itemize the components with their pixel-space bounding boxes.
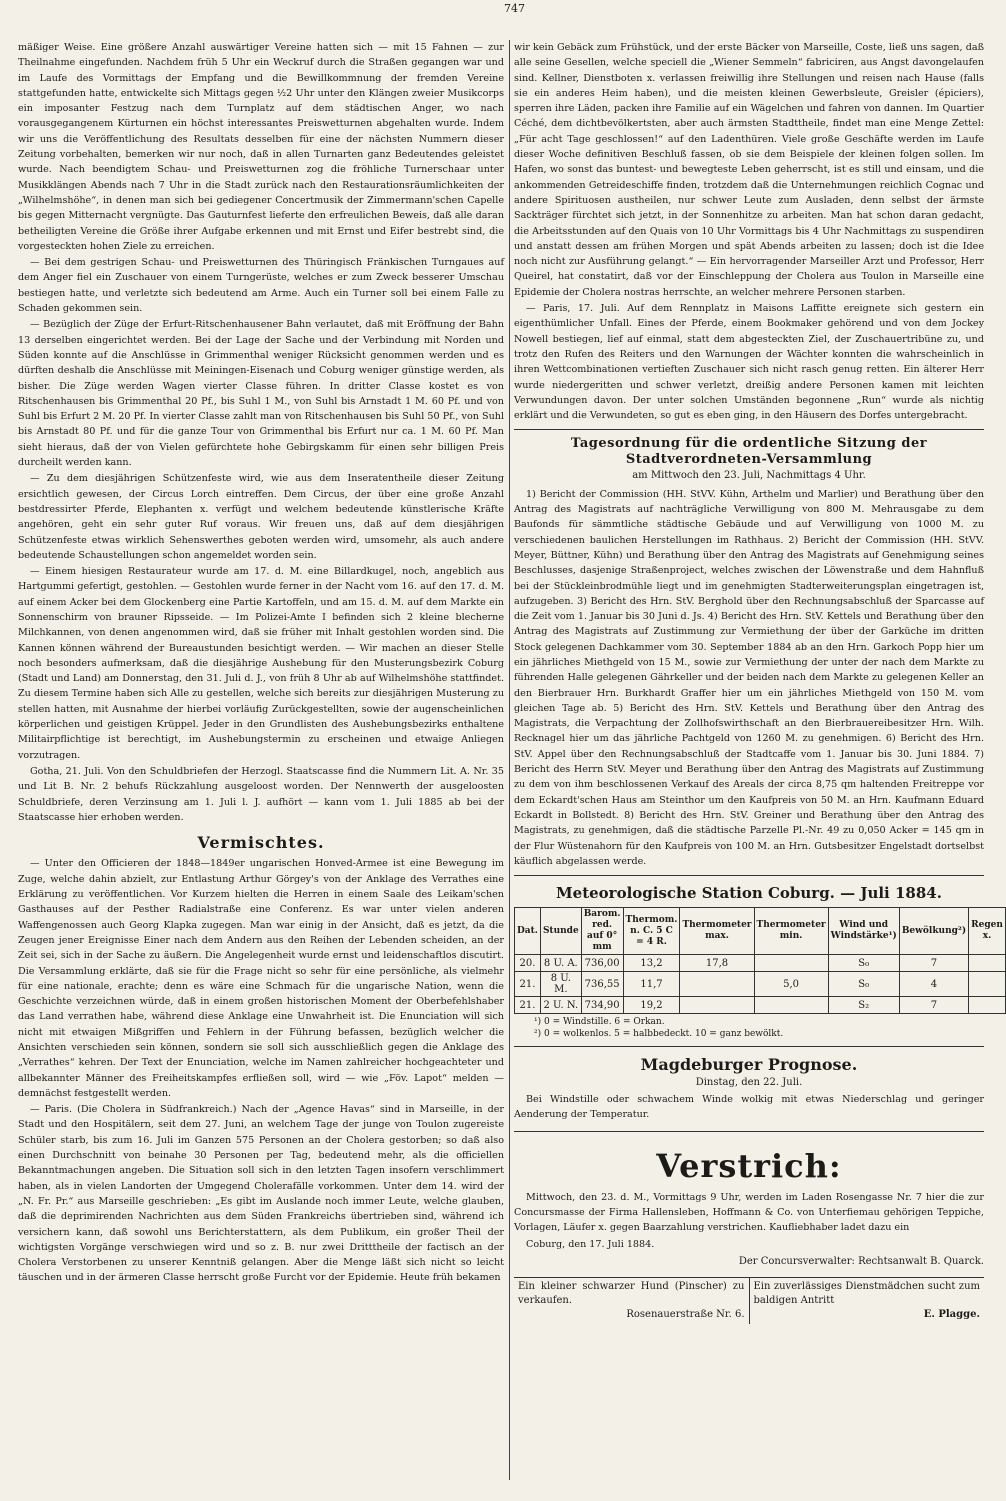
auction-ad xyxy=(514,1131,984,1269)
divider xyxy=(514,1046,984,1047)
table-cell: 19,2 xyxy=(623,997,680,1014)
article-gauturnfest: mäßiger Weise. Eine größere Anzahl auswärtiger Vereine hatten sich — mit 15 Fahnen — zur Theilnahme eingefunden. Nachdem früh 5 Uhr ein Weckruf durch die Straßen gegangen war und im Laufe des Vormittags der Empfang und die Bewillkommnung der fremden Vereine stattgefunden hatte, entwickelte sich Mittags gegen ½2 Uhr unter den Klängen zweier Musikcorps ein imposanter Festzug nach dem Turnplatz auf dem städtischen Anger, wo nach vorausgegangenem Kürturnen ein höchst interessantes Preiswetturnen abgehalten wurde. Indem wir uns die Veröffentlichung des Resultats desselben für eine der nächsten Nummern dieser Zeitung vorbehalten, bemerken wir nur noch, daß in allen Turnarten ganz Bedeutendes geleistet wurde. Nach beendigtem Schau- und Preiswetturnen zog die fröhliche Turnerschaar unter Musikklängen Abends nach 7 Uhr in die Stadt zurück nach den Restaurationsräumlichkeiten der „Wilhelmshöhe“, in denen man sich bei gediegener Concertmusik der Zimmermann'schen Capelle bis gegen Mitternacht vergnügte. Das Gauturnfest lieferte den erfreulichen Beweis, daß alle daran betheiligten Vereine die Größe ihrer Aufgabe erkennen und mit Ernst und Eifer bestrebt sind, die vorgesteckten hohen Ziele zu erreichen. xyxy=(18,42,504,252)
dog-ad-address: Rosenauerstraße Nr. 6. xyxy=(626,1309,745,1321)
table-cell: 8 U. M. xyxy=(540,972,581,997)
weather-table xyxy=(514,907,1006,1014)
article-cholera-cont: wir kein Gebäck zum Frühstück, und der erste Bäcker von Marseille, Coste, ließ uns sagen, daß alle seine Gesellen, welche speciell die „Wiener Semmeln“ fabriciren, aus Angst davongelaufen sind. Kellner, Dienstboten x. verlassen freiwillig ihre Stellungen und reisen nach Hause (falls sie ein anderes Heim haben), und die meisten kleinen Gewerbsleute, Greisler (épiciers), sperren ihre Läden, packen ihre Familie auf ein Wägelchen und fahren von dannen. Im Quartier Céché, dem dichtbevölkertsten, aber auch ärmsten Stadttheile, findet man eine Menge Zettel: „Für acht Tage geschlossen!“ auf den Ladenthüren. Viele große Geschäfte werden im Laufe dieser Woche definitiven Beschluß fassen, ob sie dem Beispiele der kleinen folgen sollen. Im Hafen, wo sonst das buntest- und bewegteste Leben geherrscht, ist es still und einsam, und die ankommenden Getreideschiffe finden, trotzdem daß die Unternehmungen reichlich Cognac und andere Spirituosen austheilen, nur schwer Leute zum Ausladen, denn selbst der ärmste Sackträger fürchtet sich jetzt, in der Sonnenhitze zu arbeiten. Man hat schon daran gedacht, die Arbeitsstunden auf den Quais von 10 Uhr Vormittags bis 4 Uhr Nachmittags zu suspendiren und anstatt dessen am frühen Morgen und spät Abends arbeiten zu lassen; doch ist die Idee noch nicht zur Ausführung gelangt.“ — Ein hervorragender Marseiller Arzt und Professor, Herr Queirel, hat constatirt, daß vor der Einschleppung der Cholera aus Toulon in Marseille eine Epidemie der Cholera nostras herrschte, an welcher mehrere Personen starben. xyxy=(514,42,984,298)
forecast-title: Magdeburger Prognose. xyxy=(640,1055,858,1075)
table-cell: 7 xyxy=(899,997,968,1014)
weather-note: ¹) 0 = Windstille. 6 = Orkan. xyxy=(534,1017,665,1028)
article-honved: — Unter den Officieren der 1848—1849er ungarischen Honved-Armee ist eine Bewegung im Zuge, welche dahin abzielt, zur Entlastung Arthur Görgey's von der Anklage des Verrathes eine Erklärung zu veröffentlichen. Vor Kurzem hielten die Herren in einem Saale des Leikam'schen Gasthauses auf der Pesther Radialstraße eine Conferenz. Es war unter vielen anderen Waffengenossen auch Georg Klapka zugegen. Man war einig in der Ansicht, daß es jetzt, da die Zeugen jener Ereignisse Einer nach dem Andern aus den Reihen der Lebenden scheiden, an der Zeit sei, sich in der Sache zu äußern. Die Angelegenheit wurde ernst und leidenschaftlos discutirt. Die Versammlung erklärte, daß sie für die Frage nicht so sehr für eine persönliche, als vielmehr für eine nationale, erachte; denn es wäre eine Schmach für die ungarische Nation, wenn die Geschichte verzeichnen würde, daß in einem großen historischen Moment der Oberbefehlshaber das Land verrathen habe, während diese Anklage eine Unwahrheit ist. Die Enunciation will sich nicht mit etwaigen Mißgriffen und Fehlern in der Führung befassen, bezüglich welcher die Ansichten verschieden sein können, sondern sie soll sich ausschließlich gegen die Anklage des „Verrathes“ kehren. Der Text der Enunciation, welche im Namen zahlreicher hochgeachteter und allbekannter Männer des Freiheitskampfes erfließen soll, wird — wie „Föv. Lapot“ melden — demnächst festgestellt werden. xyxy=(18,858,504,1099)
table-cell: 13,2 xyxy=(623,955,680,972)
table-cell: S₀ xyxy=(828,972,899,997)
header-cell: Stunde xyxy=(540,908,581,955)
table-cell: 2 U. N. xyxy=(540,997,581,1014)
table-row xyxy=(515,997,1006,1014)
table-cell: 21. xyxy=(515,972,541,997)
table-cell xyxy=(969,972,1006,997)
table-cell xyxy=(969,955,1006,972)
table-cell xyxy=(969,997,1006,1014)
dog-ad xyxy=(514,1278,749,1324)
article-turner-accident: — Bei dem gestrigen Schau- und Preiswetturnen des Thüringisch Fränkischen Turngaues auf dem Anger fiel ein Zuschauer von einem Turngerüste, welches er zum Zweck besserer Umschau bestiegen hatte, und verletzte sich bedeutend am Arme. Auch ein Turner soll bei einem Falle zu Schaden gekommen sein. xyxy=(18,257,504,315)
weather-note: ²) 0 = wolkenlos. 5 = halbbedeckt. 10 = ganz bewölkt. xyxy=(534,1029,784,1040)
article-paris-race: — Paris, 17. Juli. Auf dem Rennplatz in Maisons Laffitte ereignete sich gestern ein eigenthümlicher Unfall. Eines der Pferde, einem Bookmaker gehörend und von dem Jockey Nowell bestiegen, lief auf einmal, statt dem abgesteckten Ziel, der Zuschauertribüne zu, und trotz den Rufen des Reiters und den Warnungen der Wächter konnten die wahrscheinlich in ihren Wettcombinationen vertieften Zuschauer sich nicht rasch genug retten. Ein älterer Herr wurde niedergeritten und schwer verletzt, dreißig andere Personen kamen mit leichten Verwundungen davon. Der unter solchen Umständen begonnene „Run“ wurde als nichtig erklärt und die Verwundeten, so gut es eben ging, in den Häusern des Dorfes untergebracht. xyxy=(514,303,984,422)
header-cell: Thermometer max. xyxy=(680,908,754,955)
auction-ad-title: Verstrich: xyxy=(656,1146,842,1185)
table-cell: 20. xyxy=(515,955,541,972)
weather-station-title: Meteorologische Station Coburg. — Juli 1884. xyxy=(556,884,942,903)
article-railway: — Bezüglich der Züge der Erfurt-Ritschenhausener Bahn verlautet, daß mit Eröffnung der Bahn 13 derselben eingerichtet werden. Bei der Lage der Sache und der Verbindung mit Norden und Süden konnte auf die Anschlüsse in Grimmenthal weniger Rücksicht genommen werden und es dürften deshalb die Anschlüsse mit Meiningen-Eisenach und Coburg weniger günstige werden, als bisher. Die Züge werden Wagen vierter Classe führen. In dritter Classe kostet es von Ritschenhausen bis Grimmenthal 20 Pf., bis Suhl 1 M., von Suhl bis Arnstadt 1 M. 60 Pf. und von Suhl bis Erfurt 2 M. 20 Pf. In vierter Classe zahlt man von Ritschenhausen bis Suhl 50 Pf., von Suhl bis Arnstadt 80 Pf. und für die ganze Tour von Grimmenthal bis Erfurt nur ca. 1 M. 60 Pf. Man sieht hieraus, daß der von Vielen gefürchtete hohe Gebirgskamm für einen sehr billigen Preis durcheilt werden kann. xyxy=(18,319,504,469)
header-cell: Wind und Windstärke¹) xyxy=(828,908,899,955)
forecast-date: Dinstag, den 22. Juli. xyxy=(695,1076,803,1088)
auction-ad-date: Coburg, den 17. Juli 1884. xyxy=(526,1238,655,1250)
table-cell: S₂ xyxy=(828,997,899,1014)
weather-table-header xyxy=(515,908,1006,955)
maid-ad xyxy=(749,1278,985,1324)
table-cell: 21. xyxy=(515,997,541,1014)
header-cell: Thermom. n. C. 5 C = 4 R. xyxy=(623,908,680,955)
header-cell: Thermometer min. xyxy=(754,908,828,955)
header-cell: Barom. red. auf 0° mm xyxy=(581,908,623,955)
divider xyxy=(514,875,984,876)
auction-ad-signature: Der Concursverwalter: Rechtsanwalt B. Quarck. xyxy=(738,1255,984,1267)
table-cell: 17,8 xyxy=(680,955,754,972)
agenda-subtitle: am Mittwoch den 23. Juli, Nachmittags 4 Uhr. xyxy=(632,470,866,482)
article-circus: — Zu dem diesjährigen Schützenfeste wird, wie aus dem Inseratentheile dieser Zeitung ersichtlich gewesen, der Circus Lorch eintreffen. Dem Circus, der über eine große Anzahl bestdressirter Pferde, Elephanten x. verfügt und welchem bedeutende künstlerische Kräfte angehören, geht ein sehr guter Ruf voraus. Wir freuen uns, daß auf dem diesjährigen Schützenfeste etwas wirklich Sehenswerthes geboten werden wird, umsomehr, als auch andere bedeutende Schaustellungen schon angemeldet worden sein. xyxy=(18,473,504,561)
maid-ad-text: Ein zuverlässiges Dienstmädchen sucht zum baldigen Antritt xyxy=(753,1281,980,1307)
maid-ad-signature: E. Plagge. xyxy=(923,1309,980,1321)
header-cell: Dat. xyxy=(515,908,541,955)
table-cell: 4 xyxy=(899,972,968,997)
header-cell: Regen x. xyxy=(969,908,1006,955)
agenda-text: 1) Bericht der Commission (HH. StVV. Kühn, Arthelm und Marlier) und Berathung über den Antrag des Magistrats auf nachträgliche Verwilligung von 800 M. Mehrausgabe zu dem Baufonds für sämmtliche städtische Gebäude und auf Verwilligung von 1000 M. zu verschiedenen baulichen Herstellungen im Rathhaus. 2) Bericht der Commission (HH. StVV. Meyer, Büttner, Kühn) und Berathung über den Antrag des Magistrats auf Genehmigung seines Beschlusses, dasjenige Straßenproject, welches zwischen der Löwenstraße und dem Hahnfluß bei der Stückleinbrodmühle liegt und im genehmigten Stadterweiterungsplan eingetragen ist, aufzugeben. 3) Bericht des Hrn. StV. Berghold über den Rechnungsabschluß der Sparcasse auf die Zeit vom 1. Januar bis 30 Juni d. Js. 4) Bericht des Hrn. StV. Kettels und Berathung über den Antrag des Magistrats auf Zustimmung zur Vermiethung der über der Garküche im dritten Stock gelegenen Dachkammer vom 30. September 1884 ab an den Hrn. Garkoch Popp hier um ein jährliches Miethgeld von 15 M., sowie zur Vermiethung der unter der nach dem Markte zu führenden Halle gelegenen Gährkeller und der beiden nach dem Markte zu gelegenen Keller an den Bierbrauer Hrn. Burkhardt Graffer hier um ein jährliches Miethgeld von 150 M. vom gleichen Tage ab. 5) Bericht des Hrn. StV. Kettels und Berathung über den Antrag des Magistrats, die Verpachtung der Zollhofswirthschaft an den Bierbrauereibesitzer Hrn. Wilh. Recknagel hier um das jährliche Pachtgeld von 1260 M. zu genehmigen. 6) Bericht des Hrn. StV. Appel über den Rechnungsabschluß der Stadtcaffe vom 1. Januar bis 30. Juni 1884. 7) Bericht des Herrn StV. Meyer und Berathung über den Antrag des Magistrats auf Zustimmung zu dem von ihm beschlossenen Verkauf des Areals der circa 8,75 qm haltenden Freitreppe vor dem Eckardt'schen Haus am Steinthor um den Kaufpreis von 50 M. an Hrn. Kaufmann Eduard Eckardt in Bollstedt. 8) Bericht des Hrn. StV. Greiner und Berathung über den Antrag des Magistrats, zu genehmigen, daß die städtische Parzelle Pl.-Nr. 49 zu 0,050 Acker = 145 qm in der Flur Wüstenahorn für den Kaufpreis von 100 M. an Hrn. Gutsbesitzer Engelstadt dortselbst käuflich abgelassen werde. xyxy=(514,488,984,867)
table-row xyxy=(515,972,1006,997)
small-ads xyxy=(514,1277,984,1324)
article-gotha: Gotha, 21. Juli. Von den Schuldbriefen der Herzogl. Staatscasse find die Nummern Lit. A. Nr. 35 und Lit B. Nr. 2 behufs Rückzahlung ausgeloost worden. Der Nennwerth der ausgeloosten Schuldbriefe, deren Verzinsung am 1. Juli l. J. aufhört — kann vom 1. Juli 1885 ab bei der Staatscasse hier erhoben werden. xyxy=(18,765,504,823)
header-cell: Bewölkung²) xyxy=(899,908,968,955)
table-cell: 5,0 xyxy=(754,972,828,997)
table-cell xyxy=(754,955,828,972)
table-cell: 736,00 xyxy=(581,955,623,972)
dog-ad-text: Ein kleiner schwarzer Hund (Pinscher) zu verkaufen. xyxy=(518,1281,745,1307)
divider xyxy=(514,429,984,430)
table-cell: 11,7 xyxy=(623,972,680,997)
column-divider xyxy=(509,40,510,1480)
article-police-notes: — Einem hiesigen Restaurateur wurde am 17. d. M. eine Billardkugel, noch, angeblich aus Hartgummi gefertigt, gestohlen. — Gestohlen wurde ferner in der Nacht vom 16. auf den 17. d. M. auf einem Acker bei dem Glockenberg eine Partie Kartoffeln, und am 15. d. M. auf dem Markte ein Sonnenschirm von brauner Ripsseide. — Im Polizei-Amte I befinden sich 2 kleine blecherne Milchkannen, von denen angenommen wird, daß sie früher mit Inhalt gestohlen worden sind. Die Kannen können während der Bureaustunden besichtigt werden. — Wir machen an dieser Stelle noch besonders aufmerksam, daß die diesjährige Aushebung für den Musterungsbezirk Coburg (Stadt und Land) am Donnerstag, den 31. Juli d. J., von früh 8 Uhr ab auf Wilhelmshöhe stattfindet. Zu diesem Termine haben sich Alle zu gestellen, welche sich bereits zur diesjährigen Musterung zu stellen hatten, mit Ausnahme der hierbei vorläufig Zurückgestellten, sowie der augenscheinlichen körperlichen und geistigen Krüppel. Jeder in den Grundlisten des Aushebungsbezirks enthaltene Militairpflichtige ist berechtigt, im Aushebungstermin zu erscheinen und etwaige Anliegen vorzutragen. xyxy=(18,566,504,761)
table-cell: 7 xyxy=(899,955,968,972)
table-cell xyxy=(680,972,754,997)
table-cell: S₀ xyxy=(828,955,899,972)
table-cell xyxy=(754,997,828,1014)
table-cell: 8 U. A. xyxy=(540,955,581,972)
article-cholera: — Paris. (Die Cholera in Südfrankreich.) Nach der „Agence Havas“ sind in Marseille, in der Stadt und den Hospitälern, seit dem 27. Juni, an welchem Tage der junge von Toulon zugereiste Schüler starb, bis zum 16. Juli im Ganzen 575 Personen an der Cholera gestorben; so daß also einen Durchschnitt von beinahe 30 Personen per Tag, bedeutend mehr, als die officiellen Bekanntmachungen angeben. Die Situation soll sich in den letzten Tagen insofern verschlimmert haben, als in vielen Landorten der Umgegend Cholerafälle vorkommen. Unter dem 14. wird der „N. Fr. Pr.“ aus Marseille geschrieben: „Es gibt im Auslande noch immer Leute, welche glauben, daß die deprimirenden Nachrichten aus dem Süden Frankreichs übertrieben sind, während ich versichern kann, daß sowohl uns Berichterstattern, als dem Publikum, ein großer Theil der wichtigsten Vorgänge verschwiegen wird und so z. B. nur zwei Dritttheile der factisch an der Cholera Verstorbenen zu unserer Kenntniß gelangen. Aber die Menge läßt sich nicht so leicht täuschen und in der ärmeren Classe herrscht große Furcht vor der Epidemie. Heute früh bekamen xyxy=(18,1104,504,1284)
left-column xyxy=(18,40,504,1500)
table-cell xyxy=(680,997,754,1014)
forecast-text: Bei Windstille oder schwachem Winde wolkig mit etwas Niederschlag und geringer Aenderung der Temperatur. xyxy=(514,1094,984,1121)
page-number: 747 xyxy=(504,2,525,15)
table-cell: 736,55 xyxy=(581,972,623,997)
right-column xyxy=(514,40,1003,1500)
newspaper-page xyxy=(18,0,1003,1501)
section-title-vermischtes: Vermischtes. xyxy=(197,833,325,853)
table-row xyxy=(515,955,1006,972)
table-cell: 734,90 xyxy=(581,997,623,1014)
agenda-title: Tagesordnung für die ordentliche Sitzung der Stadtverordneten-Versammlung xyxy=(570,436,928,468)
auction-ad-text: Mittwoch, den 23. d. M., Vormittags 9 Uhr, werden im Laden Rosengasse Nr. 7 hier die zur Concursmasse der Firma Hallensleben, Hoffmann & Co. von Unterfiemau gehörigen Teppiche, Vorlagen, Läufer x. gegen Baarzahlung verstrichen. Kaufliebhaber ladet dazu ein xyxy=(514,1191,984,1234)
